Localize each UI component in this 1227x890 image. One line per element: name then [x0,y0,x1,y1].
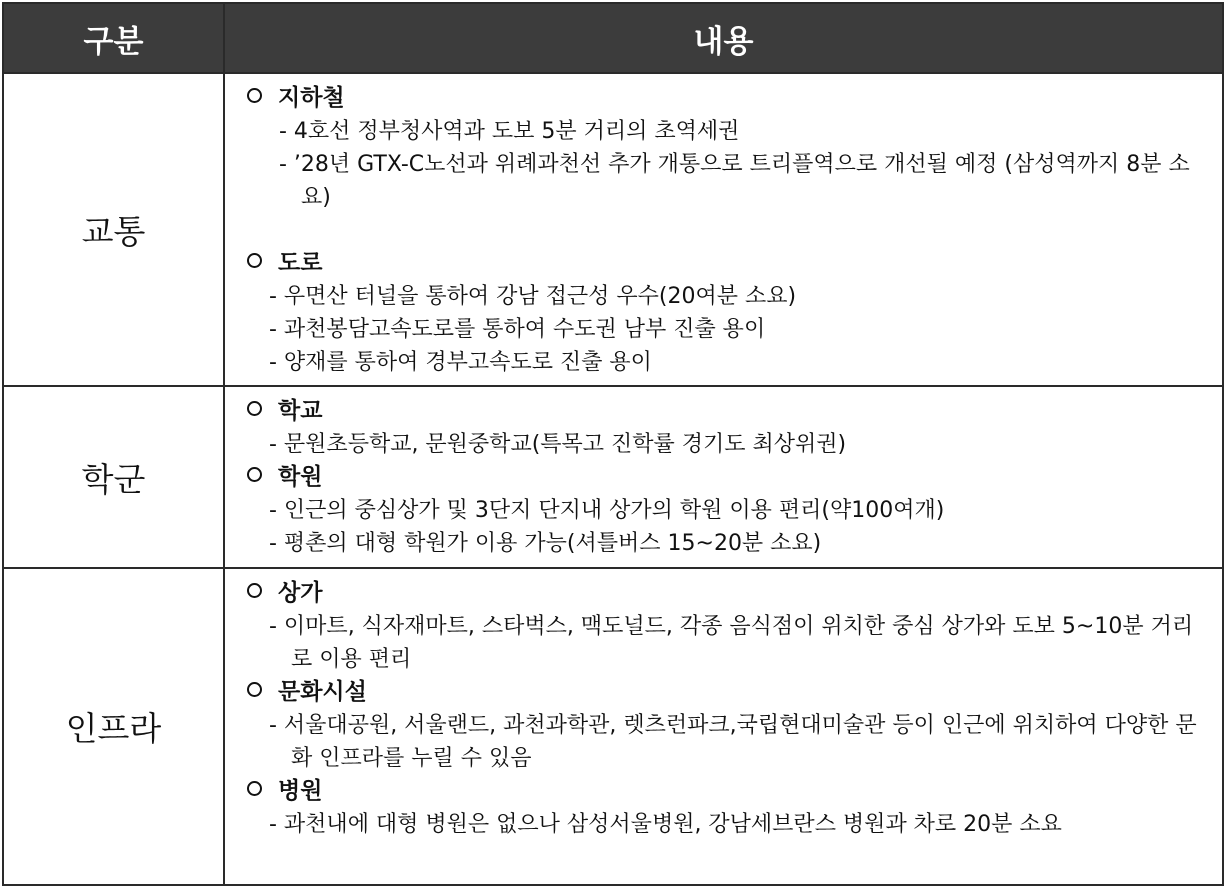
content-cell [224,568,1223,885]
category-cell: 교통 [3,73,224,386]
list-item: - 4호선 정부청사역과 도보 5분 거리의 초역세권 [279,119,740,144]
section-shopping [243,577,1212,676]
list-item: - 과천봉담고속도로를 통하여 수도권 남부 진출 용이 [269,317,766,342]
list-item: - 이마트, 식자재마트, 스타벅스, 맥도널드, 각종 음식점이 위치한 중심 상가와 도보 5~10분 거리로 이용 편리 [269,614,1194,672]
section-title-text: 학원 [278,464,323,490]
circle-bullet-icon [247,467,262,482]
section-academy [243,461,1212,560]
table-row [3,386,1223,568]
section-title-text: 문화시설 [278,679,367,705]
section-title [243,247,1212,280]
category-cell: 인프라 [3,568,224,885]
circle-bullet-icon [247,682,262,697]
section-title [243,461,1212,494]
category-cell: 학군 [3,386,224,568]
section-title-text: 도로 [278,250,323,276]
section-title-text: 상가 [278,580,323,606]
list-item: - 우면산 터널을 통하여 강남 접근성 우수(20여분 소요) [269,284,797,309]
circle-bullet-icon [247,401,262,416]
info-table [2,2,1224,886]
section-title [243,82,1212,115]
circle-bullet-icon [247,781,262,796]
section-title [243,775,1212,808]
circle-bullet-icon [247,88,262,103]
section-title [243,577,1212,610]
header-row [3,3,1223,73]
list-item: - ’28년 GTX-C노선과 위례과천선 추가 개통으로 트리플역으로 개선될 예정 (삼성역까지 8분 소요) [279,152,1190,210]
section-title [243,395,1212,428]
list-item: - 문원초등학교, 문원중학교(특목고 진학률 경기도 최상위권) [269,432,847,457]
content-cell [224,73,1223,386]
section-title-text: 지하철 [278,85,345,111]
list-item: - 인근의 중심상가 및 3단지 단지내 상가의 학원 이용 편리(약100여개) [269,498,945,523]
list-item: - 양재를 통하여 경부고속도로 진출 용이 [269,350,652,375]
list-item: - 평촌의 대형 학원가 이용 가능(셔틀버스 15~20분 소요) [269,531,822,556]
section-road [243,247,1212,379]
section-culture [243,676,1212,775]
section-hospital [243,775,1212,841]
circle-bullet-icon [247,253,262,268]
circle-bullet-icon [247,583,262,598]
header-content: 내용 [224,3,1223,73]
section-school [243,395,1212,461]
content-cell [224,386,1223,568]
list-item: - 서울대공원, 서울랜드, 과천과학관, 렛츠런파크,국립현대미술관 등이 인근에 위치하여 다양한 문화 인프라를 누릴 수 있음 [269,713,1197,771]
section-title-text: 병원 [278,778,323,804]
header-category: 구분 [3,3,224,73]
table-row [3,568,1223,885]
section-title-text: 학교 [278,398,323,424]
section-subway [243,82,1212,214]
table-row [3,73,1223,386]
list-item: - 과천내에 대형 병원은 없으나 삼성서울병원, 강남세브란스 병원과 차로 20분 소요 [269,812,1062,837]
section-title [243,676,1212,709]
spacer [243,214,1212,247]
